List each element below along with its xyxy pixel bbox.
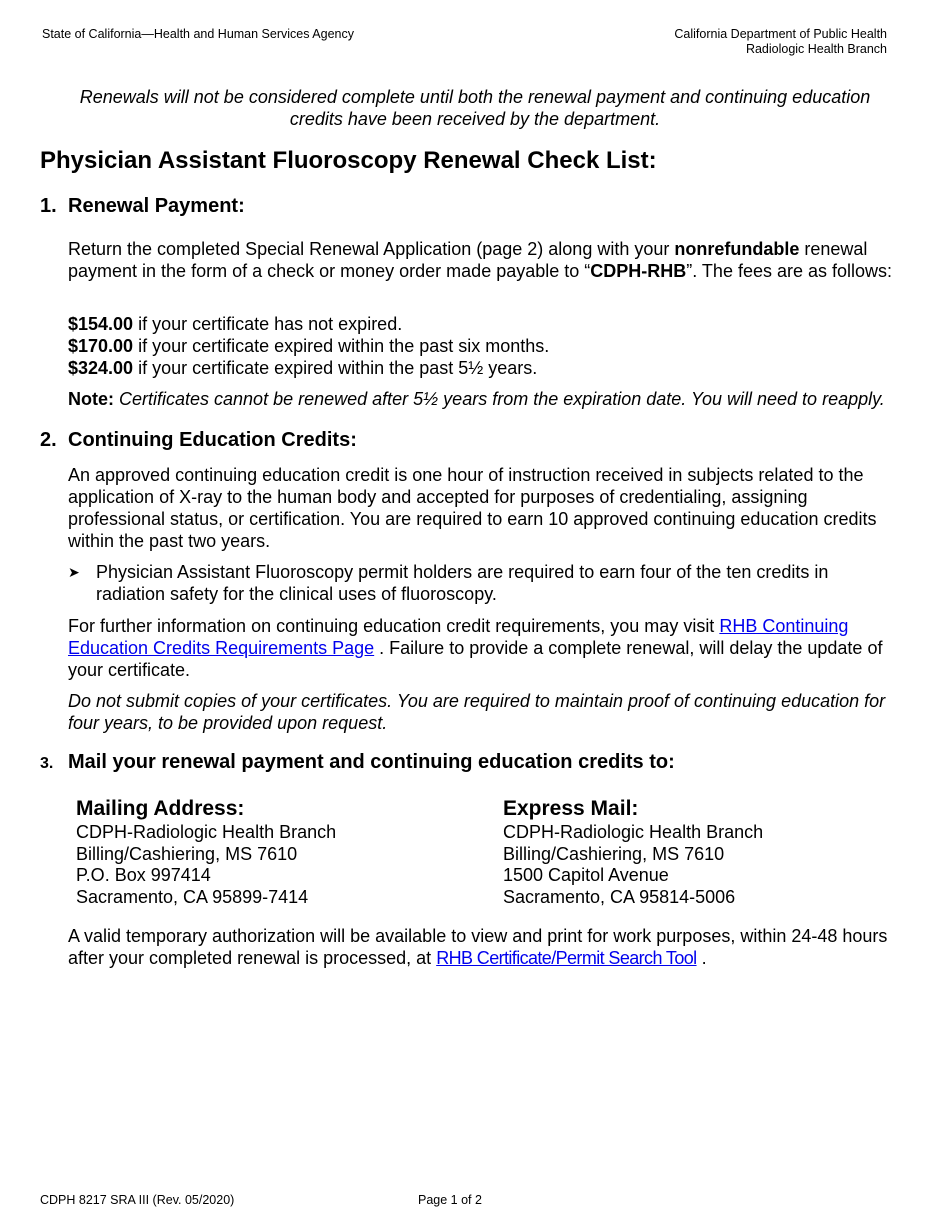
intro-text: Return the completed Special Renewal Application (page 2) along with your [68, 239, 675, 259]
mailing-address-block [76, 796, 336, 908]
form-id: CDPH 8217 SRA III (Rev. 05/2020) [40, 1193, 235, 1207]
further-info-text-end: . Failure to provide a complete renewal, will delay the update of your certificate. [68, 638, 883, 680]
ce-definition: An approved continuing education credit is one hour of instruction received in subjects related to the application of X-ray to the human body and accepted for purposes of credentialing, assigning professional status, or certification. You are required to earn 10 approved continuing education credits within the past two years. [68, 465, 877, 551]
nonrefundable-text: nonrefundable [674, 239, 800, 259]
page-number: Page 1 of 2 [418, 1193, 482, 1207]
fee-amount: $324.00 [68, 358, 134, 378]
fee-amount: $170.00 [68, 336, 134, 356]
note-label: Note: [68, 389, 114, 409]
expiration-note [68, 388, 908, 410]
address-line: Sacramento, CA 95814-5006 [503, 886, 736, 907]
renewal-notice: Renewals will not be considered complete until both the renewal payment and continuing education credits have been received by the department. [79, 87, 871, 129]
temporary-authorization-info [68, 925, 908, 969]
department-header [674, 27, 887, 57]
fee-item [68, 335, 908, 357]
bullet-text: Physician Assistant Fluoroscopy permit holders are required to earn four of the ten credits in radiation safety for the clinical uses of fluoroscopy. [96, 562, 829, 604]
section-1-number: 1. [40, 195, 57, 217]
address-line: CDPH-Radiologic Health Branch [76, 822, 337, 842]
section-2-title: Continuing Education Credits: [68, 429, 357, 451]
ce-requirements-link[interactable]: RHB Continuing Education Credits Requirements Page [68, 616, 849, 658]
branch-name: Radiologic Health Branch [745, 42, 887, 56]
further-info-text: For further information on continuing education credit requirements, you may visit [68, 616, 720, 636]
arrow-bullet-icon: ➤ [68, 564, 80, 580]
section-1-title: Renewal Payment: [68, 195, 245, 217]
section-2-number: 2. [40, 429, 57, 451]
fee-description: if your certificate expired within the past six months. [133, 336, 550, 356]
intro-text-continued: renewal payment in the form of a check or money order made payable to “ [68, 239, 868, 281]
mailing-address-title: Mailing Address: [76, 797, 245, 820]
fee-item [68, 313, 908, 335]
page-title: Physician Assistant Fluoroscopy Renewal Check List: [40, 147, 657, 174]
express-mail-block [503, 796, 763, 908]
fee-list [68, 313, 908, 379]
fee-item [68, 357, 908, 379]
section-1-intro [68, 238, 908, 282]
note-text: Certificates cannot be renewed after 5½ years from the expiration date. You will need to reapply. [114, 389, 885, 409]
section-3-title: Mail your renewal payment and continuing education credits to: [68, 751, 675, 773]
agency-header: State of California—Health and Human Services Agency [42, 27, 354, 41]
payee-text: CDPH-RHB [590, 261, 687, 281]
certificate-copies-notice: Do not submit copies of your certificates. You are required to maintain proof of continuing education for four years, to be provided upon request. [68, 691, 886, 733]
section-3-heading [40, 751, 675, 774]
section-1-heading [40, 195, 245, 218]
certificate-search-tool-link[interactable]: RHB Certificate/Permit Search Tool [436, 948, 697, 968]
fee-description: if your certificate has not expired. [133, 314, 403, 334]
address-line: Billing/Cashiering, MS 7610 [503, 843, 725, 864]
ce-bullet [68, 561, 888, 605]
address-line: CDPH-Radiologic Health Branch [503, 822, 764, 842]
closing-text-end: . [696, 948, 707, 968]
address-line: Sacramento, CA 95899-7414 [76, 886, 309, 907]
closing-text: A valid temporary authorization will be available to view and print for work purposes, within 24-48 hours after your completed renewal is processed, at [68, 926, 888, 968]
department-name: California Department of Public Health [674, 27, 887, 41]
address-line: 1500 Capitol Avenue [503, 865, 669, 885]
fee-amount: $154.00 [68, 314, 134, 334]
section-3-number: 3. [40, 755, 54, 772]
fee-description: if your certificate expired within the past 5½ years. [133, 358, 538, 378]
express-mail-title: Express Mail: [503, 797, 639, 820]
intro-text-end: ”. The fees are as follows: [686, 261, 893, 281]
address-line: P.O. Box 997414 [76, 865, 211, 885]
section-2-heading [40, 429, 357, 452]
ce-further-info [68, 615, 908, 681]
address-line: Billing/Cashiering, MS 7610 [76, 843, 298, 864]
